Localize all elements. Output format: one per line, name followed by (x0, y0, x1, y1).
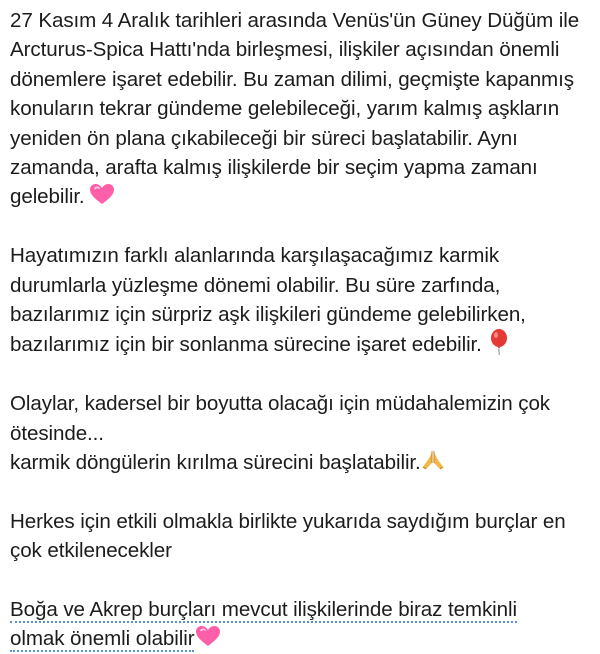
text-line: konuların tekrar gündeme gelebileceği, yarım kalmış aşkların (10, 97, 560, 121)
dotted-underline-text: Boğa ve Akrep burçları mevcut ilişkilerinde biraz temkinli (10, 598, 517, 622)
dotted-underline-text: olmak önemli olabilir (10, 627, 195, 651)
text-line: gelebilir. (10, 185, 85, 209)
text-line: karmik döngülerin kırılma sürecini başlatabilir. (10, 451, 421, 475)
text-line: Arcturus-Spica Hattı'nda birleşmesi, ilişkiler açısından önemli (10, 38, 560, 62)
text-line: ötesinde... (10, 421, 104, 445)
text-line-with-emoji (10, 329, 594, 359)
text-line: yeniden ön plana çıkabileceği bir süreci başlatabilir. Aynı (10, 126, 518, 150)
text-line: dönemlere işaret edebilir. Bu zaman dilimi, geçmişte kapanmış (10, 67, 574, 91)
text-line-with-emoji (10, 182, 594, 211)
text-line: bazılarımız için sürpriz aşk ilişkileri gündeme gelebilirken, (10, 303, 526, 327)
sparkling-heart-icon (89, 183, 115, 205)
paragraph-venus-conjunction (10, 6, 594, 212)
text-line: zamanda, arafta kalmış ilişkilerde bir seçim yapma zamanı (10, 156, 538, 180)
text-line: çok etkilenecekler (10, 539, 172, 563)
paragraph-everyone (10, 507, 594, 566)
post-text (10, 6, 594, 654)
paragraph-taurus-scorpio (10, 595, 594, 654)
sparkling-heart-icon (195, 625, 221, 647)
text-line (10, 595, 594, 624)
praying-hands-icon (421, 449, 445, 471)
paragraph-karmic-situations (10, 241, 594, 360)
text-line-with-emoji (10, 624, 594, 653)
text-line: Hayatımızın farklı alanlarında karşılaşacağımız karmik (10, 244, 500, 268)
text-line: bazılarımız için bir sonlanma sürecine işaret edebilir. (10, 333, 482, 357)
text-line: durumlarla yüzleşme dönemi olabilir. Bu süre zarfında, (10, 273, 501, 297)
text-line: 27 Kasım 4 Aralık tarihleri arasında Venüs'ün Güney Düğüm ile (10, 9, 580, 32)
text-line-with-emoji (10, 448, 594, 477)
text-line: Herkes için etkili olmakla birlikte yukarıda saydığım burçlar en (10, 509, 566, 533)
paragraph-fate (10, 389, 594, 477)
text-line: Olaylar, kadersel bir boyutta olacağı için müdahalemizin çok (10, 392, 551, 416)
balloon-icon (490, 329, 508, 355)
